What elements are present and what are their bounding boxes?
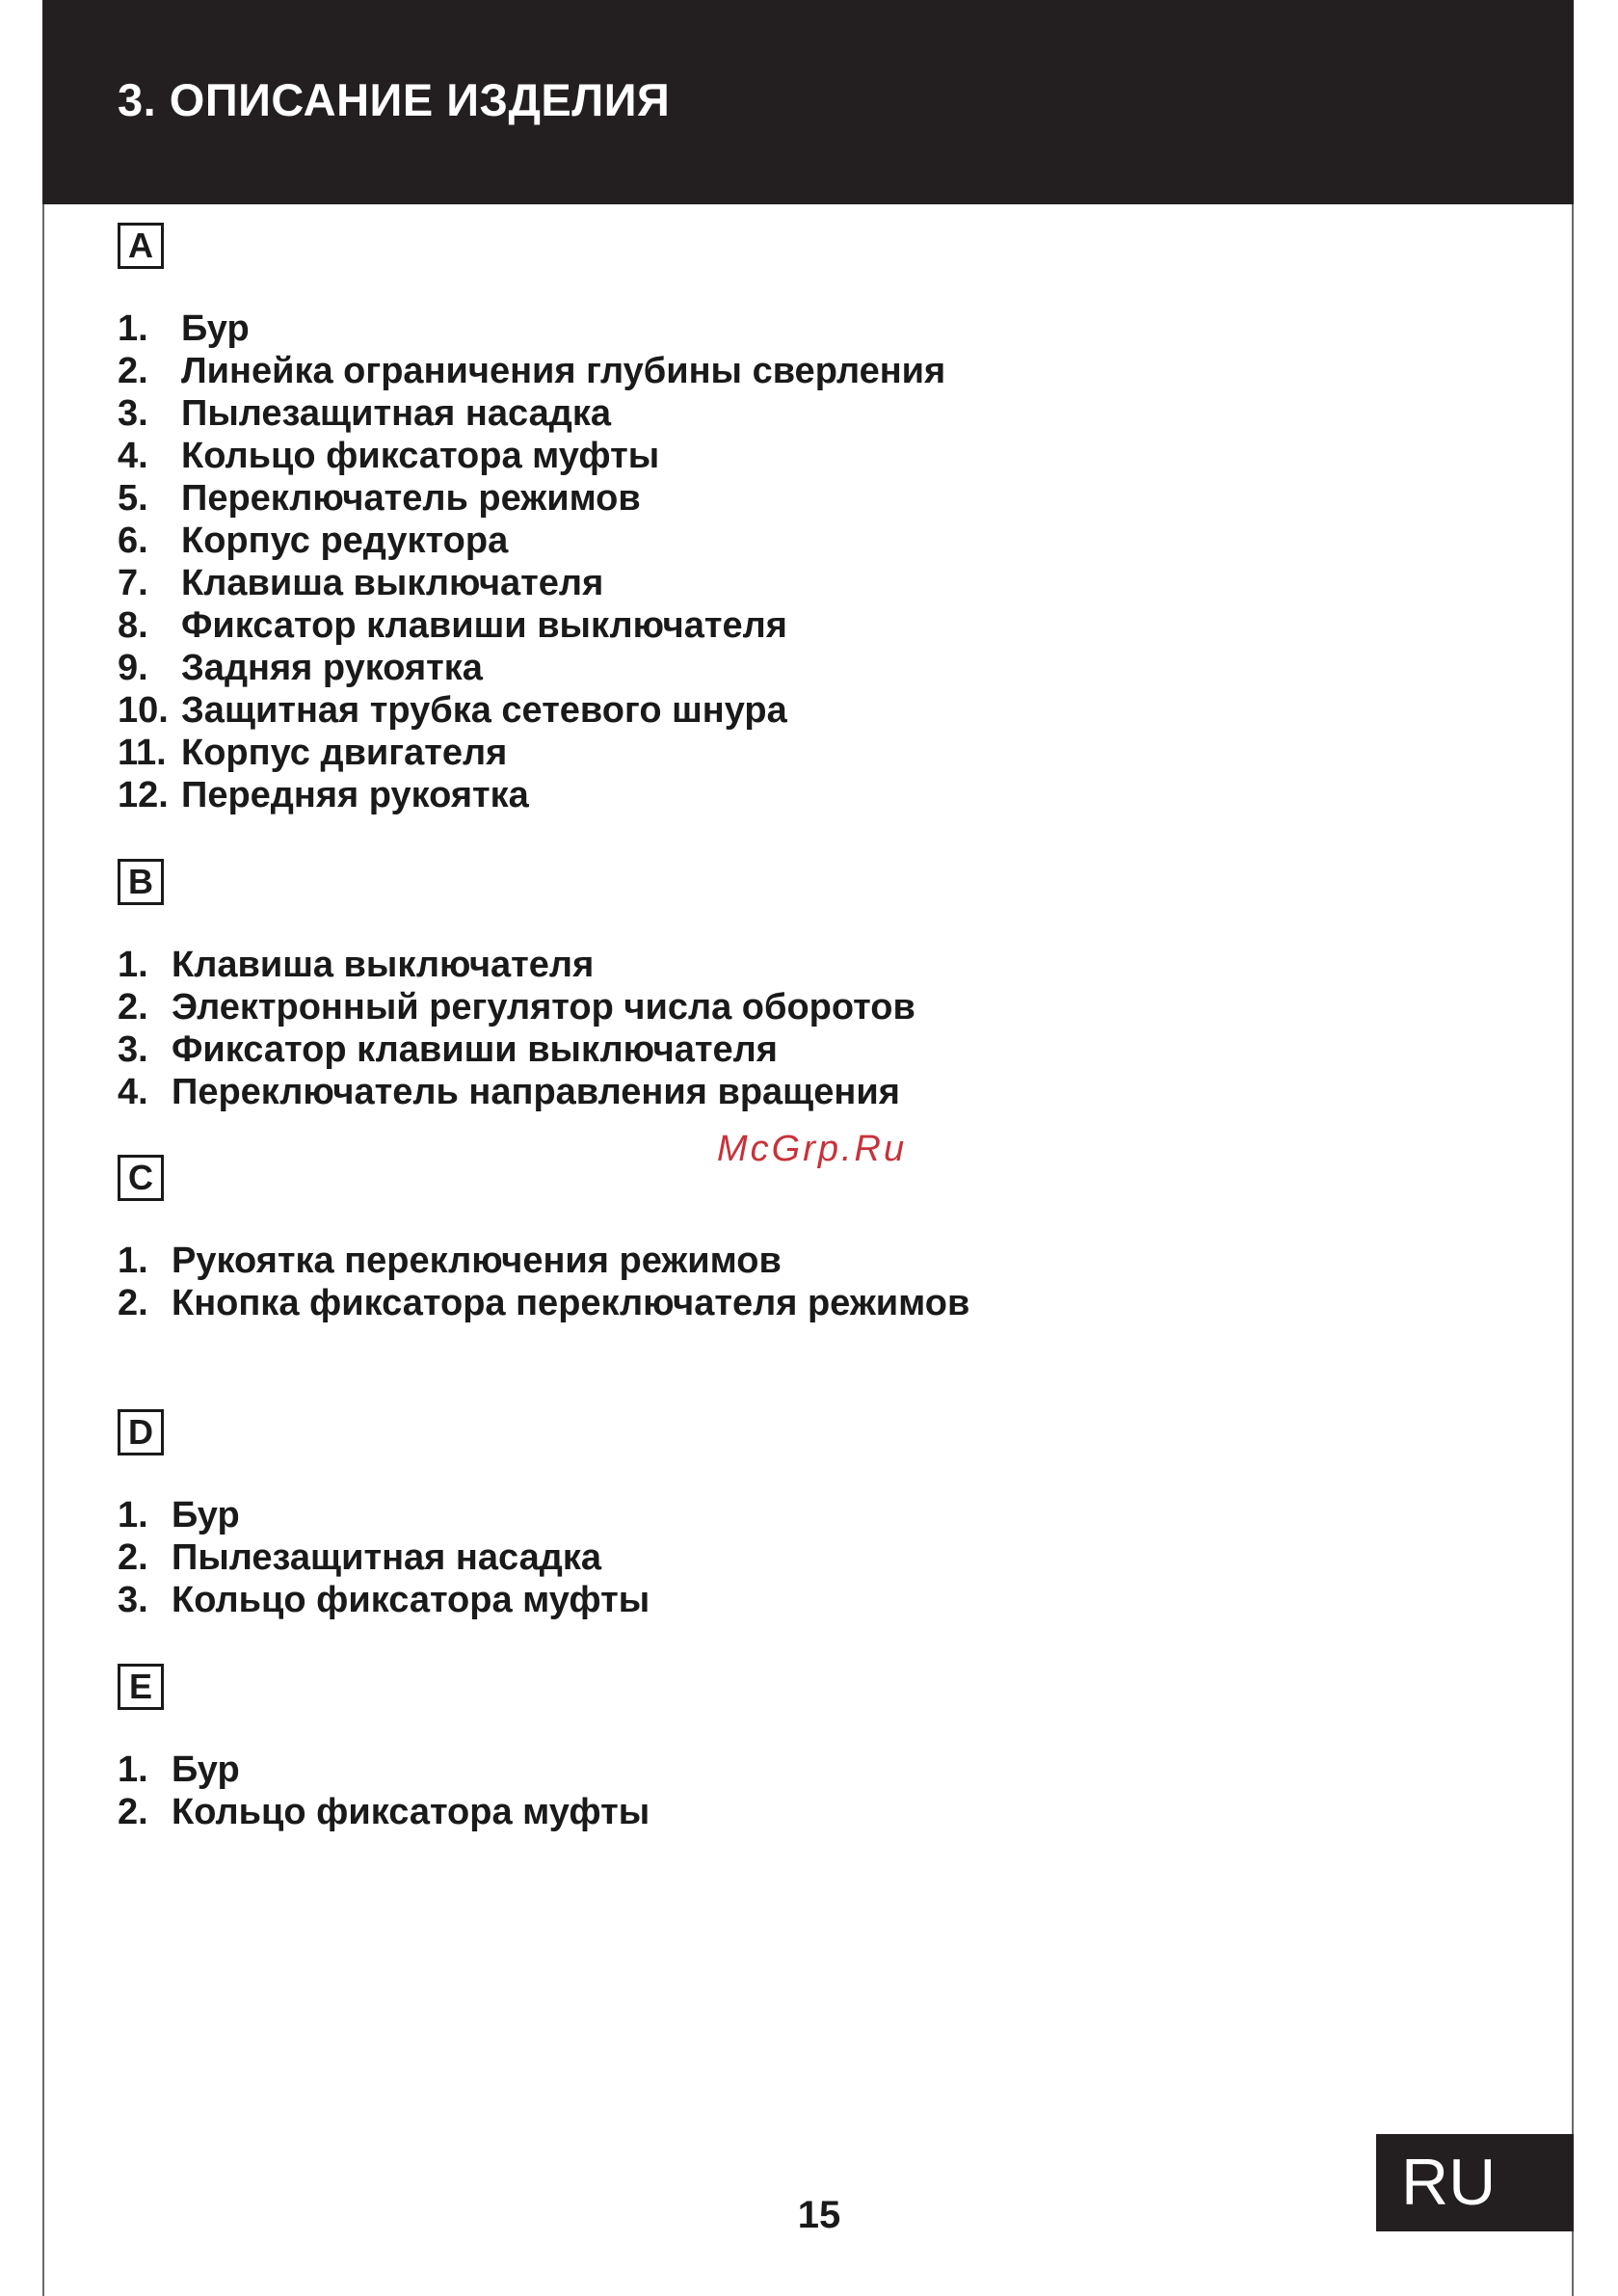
list-item (118, 604, 945, 647)
item-text: Кольцо фиксатора муфты (181, 436, 660, 476)
section-label-c: C (118, 1155, 164, 1201)
list-item (118, 520, 945, 562)
item-text: Линейка ограничения глубины сверления (181, 351, 946, 391)
list-item (118, 944, 915, 986)
parts-list-c (118, 1240, 969, 1324)
list-item (118, 1579, 650, 1621)
list-item (118, 1028, 915, 1071)
item-text: Электронный регулятор числа оборотов (172, 987, 915, 1028)
item-number: 12. (118, 775, 169, 815)
list-item (118, 477, 945, 520)
item-text: Рукоятка переключения режимов (172, 1241, 782, 1281)
item-number: 3. (118, 393, 148, 434)
list-item (118, 435, 945, 477)
page-title: 3. ОПИСАНИЕ ИЗДЕЛИЯ (118, 74, 671, 125)
item-number: 2. (118, 987, 148, 1028)
section-c (118, 1155, 970, 1323)
parts-list-e (118, 1749, 650, 1833)
language-badge: RU (1376, 2134, 1574, 2231)
parts-list-d (118, 1494, 650, 1621)
list-item (118, 307, 945, 350)
section-label-a: A (118, 223, 164, 269)
item-text: Пылезащитная насадка (172, 1537, 601, 1578)
section-a (118, 223, 946, 815)
section-label-b: B (118, 859, 164, 905)
list-item (118, 647, 945, 689)
item-text: Кольцо фиксатора муфты (172, 1792, 650, 1832)
item-number: 2. (118, 1537, 148, 1578)
section-label-e: E (118, 1664, 164, 1710)
section-e (118, 1664, 650, 1832)
item-text: Переключатель направления вращения (172, 1072, 900, 1112)
item-number: 1. (118, 1495, 148, 1535)
list-item (118, 732, 945, 774)
item-number: 4. (118, 1072, 148, 1112)
list-item (118, 1749, 650, 1791)
section-b (118, 859, 915, 1112)
item-number: 6. (118, 521, 148, 561)
item-number: 10. (118, 690, 169, 731)
list-item (118, 350, 945, 392)
item-number: 2. (118, 1792, 148, 1832)
item-number: 7. (118, 563, 148, 603)
section-d (118, 1409, 650, 1620)
item-text: Кнопка фиксатора переключателя режимов (172, 1283, 970, 1323)
item-text: Клавиша выключателя (181, 563, 604, 603)
item-text: Фиксатор клавиши выключателя (181, 605, 787, 646)
list-item (118, 986, 915, 1028)
list-item (118, 1791, 650, 1833)
item-number: 9. (118, 648, 148, 688)
list-item (118, 562, 945, 604)
item-number: 5. (118, 478, 148, 519)
item-text: Передняя рукоятка (181, 775, 529, 815)
item-number: 1. (118, 945, 148, 985)
item-text: Бур (172, 1495, 240, 1535)
page-frame-right (1572, 0, 1574, 2296)
list-item (118, 689, 945, 732)
item-number: 1. (118, 1749, 148, 1790)
item-text: Защитная трубка сетевого шнура (181, 690, 787, 731)
section-label-d: D (118, 1409, 164, 1455)
watermark: McGrp.Ru (717, 1129, 908, 1169)
item-text: Задняя рукоятка (181, 648, 483, 688)
item-text: Клавиша выключателя (172, 945, 595, 985)
page-frame-left (42, 0, 44, 2296)
list-item (118, 1071, 915, 1113)
item-number: 1. (118, 1241, 148, 1281)
item-text: Фиксатор клавиши выключателя (172, 1029, 778, 1070)
item-number: 3. (118, 1029, 148, 1070)
item-number: 2. (118, 1283, 148, 1323)
list-item (118, 774, 945, 816)
item-number: 11. (118, 733, 167, 773)
list-item (118, 1536, 650, 1579)
item-text: Переключатель режимов (181, 478, 641, 519)
list-item (118, 1494, 650, 1536)
list-item (118, 392, 945, 435)
item-text: Бур (172, 1749, 240, 1790)
item-number: 4. (118, 436, 148, 476)
item-text: Корпус редуктора (181, 521, 509, 561)
parts-list-b (118, 944, 915, 1113)
item-text: Корпус двигателя (181, 733, 508, 773)
parts-list-a (118, 307, 945, 816)
item-number: 8. (118, 605, 148, 646)
item-text: Пылезащитная насадка (181, 393, 611, 434)
item-number: 3. (118, 1580, 148, 1620)
item-number: 2. (118, 351, 148, 391)
list-item (118, 1240, 969, 1282)
item-text: Кольцо фиксатора муфты (172, 1580, 650, 1620)
item-text: Бур (181, 308, 250, 349)
page-number: 15 (797, 2194, 841, 2236)
list-item (118, 1282, 969, 1324)
item-number: 1. (118, 308, 148, 349)
